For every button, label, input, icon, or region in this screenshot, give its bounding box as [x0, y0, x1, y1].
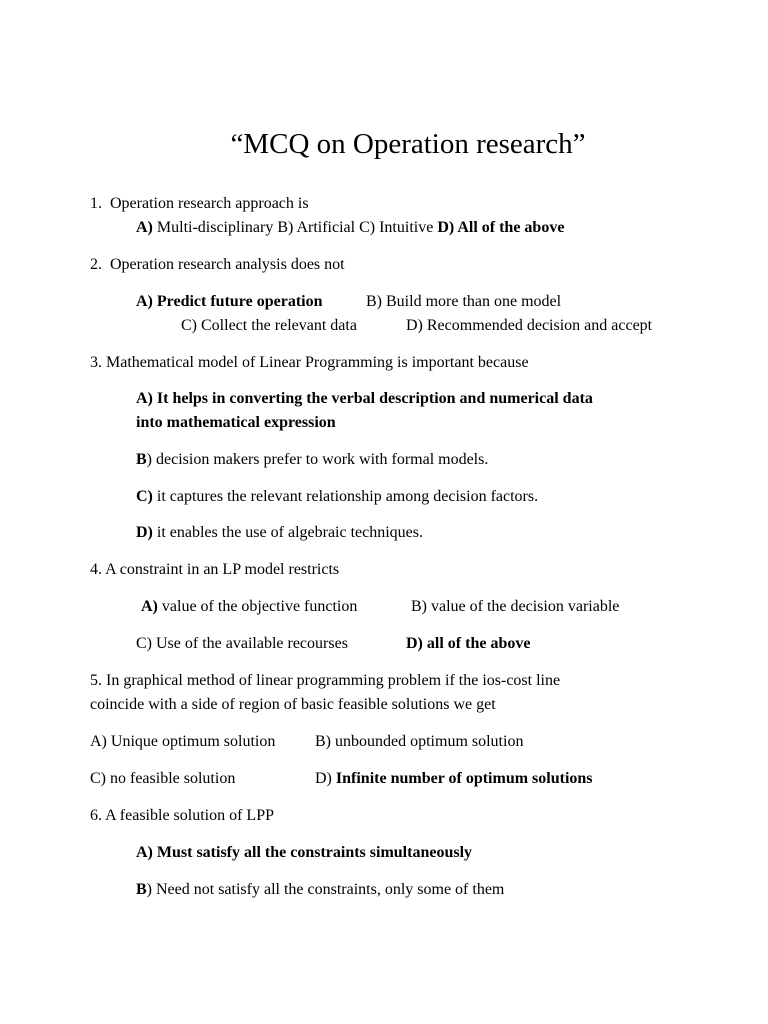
question-2-text: Operation research analysis does not: [110, 256, 345, 273]
option-4a-label: A): [141, 598, 158, 615]
question-6: 6. A feasible solution of LPP: [90, 807, 274, 824]
option-2a: Predict future operation: [152, 293, 323, 310]
option-3b: ) decision makers prefer to work with formal models.: [146, 451, 489, 468]
option-4d-line: [406, 634, 530, 654]
option-1b: B) Artificial: [273, 219, 356, 236]
question-1-text: Operation research approach is: [110, 195, 309, 212]
option-6a: A) Must satisfy all the constraints simultaneously: [136, 844, 473, 861]
option-2b: B) Build more than one model: [366, 293, 562, 310]
option-2d: D) Recommended decision and accept: [406, 317, 653, 334]
option-1d: All of the above: [454, 219, 565, 236]
option-3d-line: [136, 523, 423, 543]
question-2: [90, 255, 345, 275]
option-3d: it enables the use of algebraic techniques.: [152, 524, 424, 541]
option-4a-line: [141, 597, 357, 617]
question-4: 4. A constraint in an LP model restricts: [90, 561, 340, 578]
option-5d-line: [315, 769, 593, 789]
option-2a-line: [136, 292, 323, 312]
question-1-options: [136, 218, 564, 238]
option-1a-label: A): [136, 219, 153, 236]
option-6b-line: [136, 880, 504, 900]
option-1d-label: D): [433, 219, 455, 236]
option-3a-line-1: A) It helps in converting the verbal description and numerical data: [136, 390, 593, 407]
option-5a: A) Unique optimum solution: [90, 733, 276, 750]
option-3d-label: D): [136, 524, 153, 541]
option-3b-label: B: [136, 451, 147, 468]
question-1: [90, 194, 309, 214]
option-5d-label: D): [315, 770, 336, 787]
question-2-number: 2.: [90, 256, 102, 273]
option-5c: C) no feasible solution: [90, 770, 236, 787]
option-4c: C) Use of the available recourses: [136, 635, 348, 652]
question-5-line-1: 5. In graphical method of linear programming problem if the ios-cost line: [90, 672, 561, 689]
option-4d-label: D): [406, 635, 423, 652]
question-3: 3. Mathematical model of Linear Programming is important because: [90, 354, 529, 371]
option-6b: ) Need not satisfy all the constraints, only some of them: [146, 881, 505, 898]
option-4a: value of the objective function: [157, 598, 358, 615]
option-3c: it captures the relevant relationship among decision factors.: [152, 488, 539, 505]
document-title: “MCQ on Operation research”: [230, 128, 586, 160]
option-1a: Multi-disciplinary: [152, 219, 274, 236]
option-4b: B) value of the decision variable: [411, 598, 620, 615]
option-3c-label: C): [136, 488, 153, 505]
option-2c: C) Collect the relevant data: [181, 317, 357, 334]
option-6b-label: B: [136, 881, 147, 898]
option-1c: C) Intuitive: [355, 219, 434, 236]
option-3a-line-2: into mathematical expression: [136, 414, 336, 431]
question-5-line-2: coincide with a side of region of basic feasible solutions we get: [90, 696, 496, 713]
option-3c-line: [136, 487, 538, 507]
option-4d: all of the above: [422, 635, 531, 652]
option-3b-line: [136, 450, 488, 470]
option-2a-label: A): [136, 293, 153, 310]
question-1-number: 1.: [90, 195, 102, 212]
option-5b: B) unbounded optimum solution: [315, 733, 524, 750]
option-5d: Infinite number of optimum solutions: [335, 770, 593, 787]
